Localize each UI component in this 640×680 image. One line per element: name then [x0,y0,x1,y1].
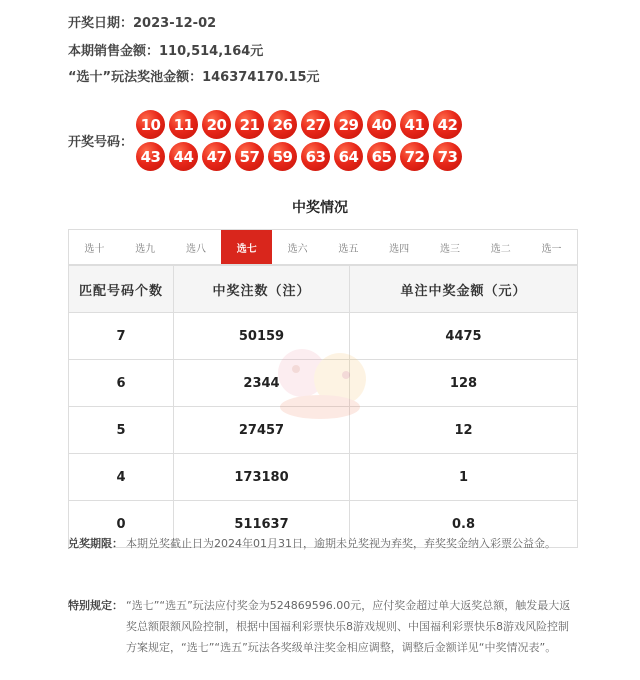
table-row [69,454,578,501]
draw-date-label: 开奖日期： [68,16,134,31]
cell-prize: 128 [350,360,578,407]
tab-select-5[interactable]: 选五 [338,243,359,255]
winning-numbers [136,110,466,174]
number-ball: 29 [334,110,363,139]
play-type-tabs [68,229,578,265]
cell-prize: 0.8 [350,501,578,548]
jackpot-pool-label: “选十”玩法奖池金额： [68,70,203,85]
number-ball: 41 [400,110,429,139]
cell-matches: 0 [69,501,174,548]
tab-select-4[interactable]: 选四 [389,243,410,255]
number-ball: 40 [367,110,396,139]
tab-select-1[interactable]: 选一 [541,243,562,255]
number-ball: 65 [367,142,396,171]
number-ball: 20 [202,110,231,139]
tab-select-3[interactable]: 选三 [439,243,460,255]
table-header-row [69,266,578,313]
tab-select-10[interactable]: 选十 [84,243,105,255]
column-header-matches: 匹配号码个数 [69,266,174,313]
number-ball: 21 [235,110,264,139]
jackpot-pool [68,66,320,85]
winning-numbers-row-2 [136,142,466,171]
winning-numbers-label: 开奖号码： [68,135,134,150]
cell-matches: 5 [69,407,174,454]
draw-date-value: 2023-12-02 [133,16,217,31]
special-rule-text: “选七”“选五”玩法应付奖金为524869596.00元，应付奖金超过单大返奖总额，触发最大返奖总额限额风险控制，根据中国福利彩票快乐8游戏规则、中国福利彩票快乐8游戏风险控制方案规定，“选七”“选五”玩法各奖级单注奖金相应调整，调整后金额详见“中奖情况表”。 [126,599,571,654]
draw-date [68,12,216,31]
number-ball: 59 [268,142,297,171]
cell-winners: 173180 [174,454,350,501]
column-header-prize: 单注中奖金额（元） [350,266,578,313]
column-header-winners: 中奖注数（注） [174,266,350,313]
table-row [69,360,578,407]
special-rule-note [68,595,578,658]
winning-numbers-row-1 [136,110,466,139]
number-ball: 43 [136,142,165,171]
tab-select-9[interactable]: 选九 [135,243,156,255]
cell-winners: 50159 [174,313,350,360]
tab-select-8[interactable]: 选八 [185,243,206,255]
special-rule-label: 特别规定： [68,599,123,612]
number-ball: 47 [202,142,231,171]
cell-winners: 27457 [174,407,350,454]
cell-matches: 6 [69,360,174,407]
cell-prize: 1 [350,454,578,501]
number-ball: 64 [334,142,363,171]
cell-matches: 7 [69,313,174,360]
sales-amount-label: 本期销售金额： [68,44,160,59]
sales-amount [68,40,263,59]
redeem-deadline-text: 本期兑奖截止日为2024年01月31日，逾期未兑奖视为弃奖，弃奖奖金纳入彩票公益金。 [126,537,556,550]
sales-amount-value: 110,514,164元 [159,44,264,59]
number-ball: 11 [169,110,198,139]
redeem-deadline-label: 兑奖期限： [68,537,123,550]
cell-winners: 511637 [174,501,350,548]
tab-select-2[interactable]: 选二 [490,243,511,255]
tab-select-6[interactable]: 选六 [287,243,308,255]
number-ball: 27 [301,110,330,139]
tab-select-7[interactable]: 选七 [221,230,272,264]
jackpot-pool-value: 146374170.15元 [202,70,320,85]
section-title: 中奖情况 [292,200,348,216]
number-ball: 73 [433,142,462,171]
number-ball: 26 [268,110,297,139]
cell-prize: 4475 [350,313,578,360]
prize-table [68,265,578,548]
number-ball: 72 [400,142,429,171]
cell-prize: 12 [350,407,578,454]
cell-winners: 2344 [174,360,350,407]
number-ball: 57 [235,142,264,171]
table-row [69,313,578,360]
cell-matches: 4 [69,454,174,501]
number-ball: 10 [136,110,165,139]
number-ball: 44 [169,142,198,171]
redeem-deadline-note [68,533,578,554]
number-ball: 42 [433,110,462,139]
table-row [69,407,578,454]
number-ball: 63 [301,142,330,171]
